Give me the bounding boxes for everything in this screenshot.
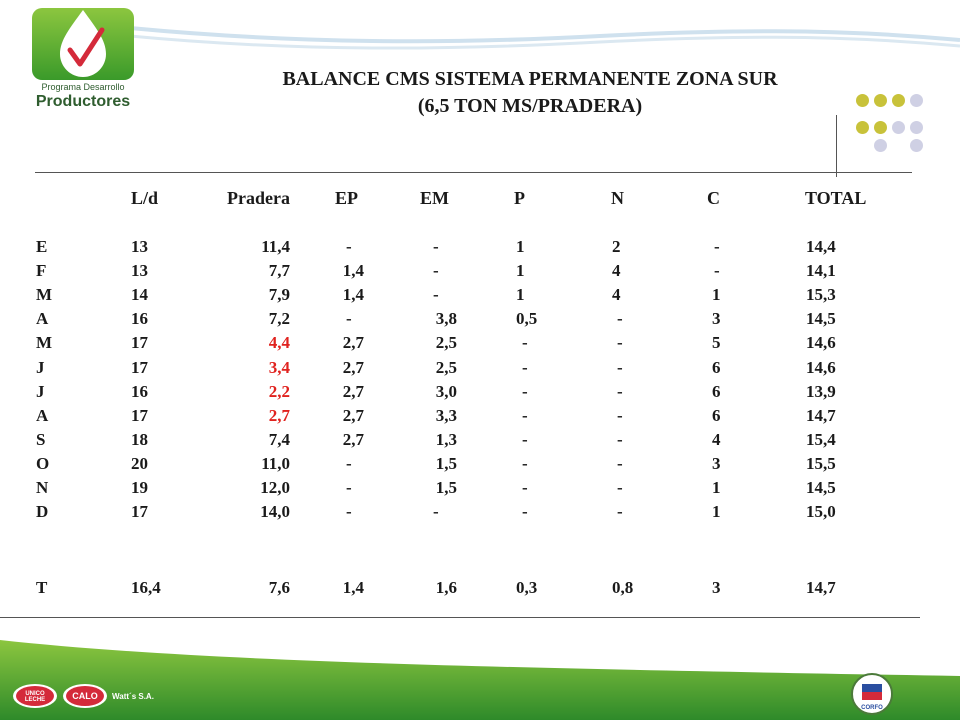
svg-text:LECHE: LECHE xyxy=(24,697,46,703)
table-cell: 11,0 xyxy=(261,454,290,473)
row-month-label: D xyxy=(36,502,49,521)
table-cell: - xyxy=(617,333,623,352)
table-cell: - xyxy=(346,454,352,473)
table-cell: 14,1 xyxy=(806,261,836,280)
table-cell: 14,5 xyxy=(806,309,836,328)
table-cell: 1,5 xyxy=(435,478,457,497)
table-cell: 14,7 xyxy=(806,406,836,425)
table-cell: 3,0 xyxy=(435,382,457,401)
column-header: EM xyxy=(420,188,449,208)
logo-line-1: Programa Desarrollo xyxy=(41,82,125,92)
table-cell: 15,4 xyxy=(806,430,836,449)
total-cell: 3 xyxy=(712,578,721,597)
total-cell: 14,7 xyxy=(806,578,836,597)
table-cell: 15,5 xyxy=(806,454,836,473)
table-cell: - xyxy=(433,237,439,256)
table-cell: 3,8 xyxy=(435,309,457,328)
table-cell: 13 xyxy=(131,261,148,280)
column-header: Pradera xyxy=(227,188,290,208)
table-cell: 14,0 xyxy=(260,502,290,521)
table-cell: - xyxy=(346,309,352,328)
table-cell: - xyxy=(522,382,528,401)
table-cell: 12,0 xyxy=(260,478,290,497)
table-cell: - xyxy=(433,285,439,304)
table-cell: 2,5 xyxy=(435,333,457,352)
title-line-2: (6,5 TON MS/PRADERA) xyxy=(417,95,643,117)
table-cell: 16 xyxy=(131,382,148,401)
column-header: C xyxy=(707,188,720,208)
table-cell: 14,6 xyxy=(806,333,836,352)
table-cell: 2,7 xyxy=(342,382,364,401)
total-row-label: T xyxy=(36,578,48,597)
total-cell: 7,6 xyxy=(268,578,290,597)
table-cell: 3 xyxy=(712,309,721,328)
table-cell: - xyxy=(617,309,623,328)
table-cell: 5 xyxy=(712,333,721,352)
table-cell: 7,7 xyxy=(268,261,290,280)
table-cell: 17 xyxy=(131,502,148,521)
table-cell: 1 xyxy=(712,478,721,497)
table-cell: 2,7 xyxy=(342,406,364,425)
table-cell: - xyxy=(433,502,439,521)
row-month-label: A xyxy=(36,309,49,328)
table-cell: - xyxy=(617,478,623,497)
table-cell: 3,3 xyxy=(435,406,457,425)
table-cell: 14,4 xyxy=(806,237,836,256)
table-cell: 6 xyxy=(712,358,721,377)
row-month-label: E xyxy=(36,237,48,256)
table-cell: 0,5 xyxy=(516,309,538,328)
watts-company-label: Watt´s S.A. xyxy=(112,692,154,701)
title-line-1: BALANCE CMS SISTEMA PERMANENTE ZONA SUR xyxy=(282,68,778,90)
total-cell: 16,4 xyxy=(131,578,161,597)
total-cell: 1,4 xyxy=(342,578,364,597)
table-cell: - xyxy=(617,502,623,521)
table-cell: - xyxy=(346,478,352,497)
column-header: EP xyxy=(335,188,359,208)
table-cell: 2,7 xyxy=(268,406,290,425)
table-cell: 2,2 xyxy=(268,382,290,401)
row-month-label: O xyxy=(36,454,50,473)
table-cell: 15,0 xyxy=(806,502,836,521)
table-cell: 15,3 xyxy=(806,285,836,304)
svg-text:CALO: CALO xyxy=(72,691,98,701)
table-cell: - xyxy=(522,454,528,473)
total-cell: 0,8 xyxy=(612,578,634,597)
row-month-label: M xyxy=(36,285,53,304)
table-cell: 17 xyxy=(131,358,148,377)
table-cell: 7,2 xyxy=(268,309,290,328)
calo-logo xyxy=(62,683,108,709)
table-cell: 20 xyxy=(131,454,148,473)
table-cell: 17 xyxy=(131,333,148,352)
table-cell: - xyxy=(617,382,623,401)
table-cell: 4 xyxy=(612,285,621,304)
table-cell: 16 xyxy=(131,309,148,328)
column-header: TOTAL xyxy=(805,188,867,208)
row-month-label: M xyxy=(36,333,53,352)
table-cell: - xyxy=(522,358,528,377)
table-cell: 1 xyxy=(516,261,525,280)
table-cell: 4,4 xyxy=(268,333,290,352)
table-cell: 4 xyxy=(712,430,721,449)
svg-text:CORFO: CORFO xyxy=(861,705,883,711)
table-cell: 7,9 xyxy=(268,285,290,304)
row-month-label: N xyxy=(36,478,49,497)
row-month-label: J xyxy=(36,358,45,377)
table-cell: 2,7 xyxy=(342,430,364,449)
row-month-label: A xyxy=(36,406,49,425)
table-cell: - xyxy=(522,333,528,352)
table-cell: 7,4 xyxy=(268,430,290,449)
table-cell: 1,5 xyxy=(435,454,457,473)
table-cell: 1 xyxy=(712,502,721,521)
table-cell: 19 xyxy=(131,478,148,497)
table-cell: 1,4 xyxy=(342,285,364,304)
table-cell: - xyxy=(617,406,623,425)
table-cell: 1 xyxy=(516,237,525,256)
row-month-label: S xyxy=(36,430,46,449)
table-cell: - xyxy=(617,358,623,377)
table-cell: - xyxy=(522,478,528,497)
row-month-label: F xyxy=(36,261,47,280)
table-cell: 3,4 xyxy=(268,358,290,377)
table-cell: 6 xyxy=(712,382,721,401)
table-cell: 14,5 xyxy=(806,478,836,497)
table-cell: 18 xyxy=(131,430,148,449)
table-cell: 1,4 xyxy=(342,261,364,280)
row-month-label: J xyxy=(36,382,45,401)
table-cell: - xyxy=(522,406,528,425)
table-cell: - xyxy=(617,430,623,449)
table-cell: 11,4 xyxy=(261,237,290,256)
table-cell: - xyxy=(346,502,352,521)
column-header: N xyxy=(611,188,624,208)
column-header: L/d xyxy=(131,188,159,208)
total-cell: 1,6 xyxy=(435,578,457,597)
table-cell: 1,3 xyxy=(435,430,457,449)
table-cell: 1 xyxy=(712,285,721,304)
table-cell: 14,6 xyxy=(806,358,836,377)
table-cell: 2,7 xyxy=(342,333,364,352)
table-cell: 2 xyxy=(612,237,621,256)
table-cell: 1 xyxy=(516,285,525,304)
table-cell: 4 xyxy=(612,261,621,280)
table-cell: - xyxy=(346,237,352,256)
table-cell: - xyxy=(617,454,623,473)
table-cell: - xyxy=(714,237,720,256)
footer-green-wave xyxy=(0,640,960,720)
table-cell: - xyxy=(522,502,528,521)
table-cell: - xyxy=(714,261,720,280)
table-cell: 6 xyxy=(712,406,721,425)
unico-leche-logo xyxy=(12,683,58,709)
table-cell: 14 xyxy=(131,285,148,304)
corfo-logo xyxy=(850,672,894,716)
table-cell: 13 xyxy=(131,237,148,256)
total-cell: 0,3 xyxy=(516,578,538,597)
table-cell: 3 xyxy=(712,454,721,473)
table-cell: - xyxy=(433,261,439,280)
table-cell: 2,7 xyxy=(342,358,364,377)
column-header: P xyxy=(514,188,525,208)
logo-line-2: Productores xyxy=(35,93,131,110)
svg-text:UNICO: UNICO xyxy=(25,691,45,697)
table-cell: 17 xyxy=(131,406,148,425)
table-cell: - xyxy=(522,430,528,449)
table-cell: 13,9 xyxy=(806,382,836,401)
table-cell: 2,5 xyxy=(435,358,457,377)
